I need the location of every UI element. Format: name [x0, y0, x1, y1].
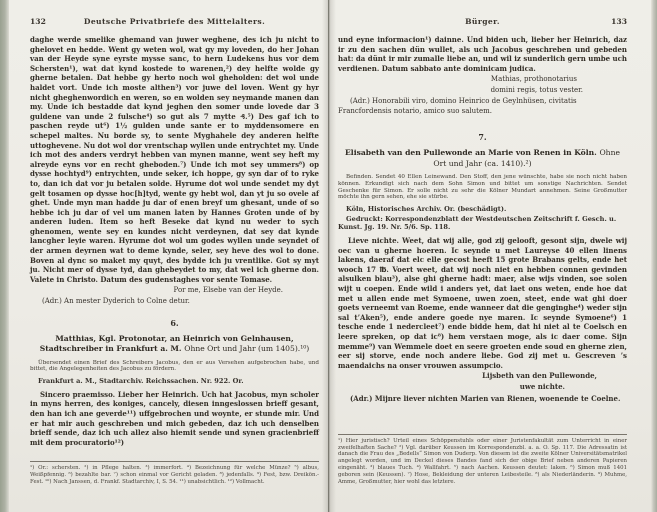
scan-edge-right: [651, 0, 657, 512]
running-title-right: Bürger.: [465, 17, 500, 26]
running-header-left: [30, 17, 319, 26]
letter-6-continuation: und eyne informacion¹) dainne. Und biden uch, lieber her Heinrich, daz ir zu den sachen dün wullet, als uch Jacobus geschreben und gebeden hat: da dünt ir mir zumalle liebe an, und wil iz sunderlich gern umbe uch verdienen. Datum sabbato ante dominicam judica.: [338, 35, 627, 73]
letter-7-heading: [338, 148, 627, 169]
letter-6-source: Frankfurt a. M., Stadtarchiv. Reichssachen. Nr. 922. Or.: [38, 377, 244, 386]
letter-7-regest: Befinden. Sendet 40 Ellen Leinewand. Den Stoff, den jene wünschte, habe sie noch nicht haben können. Erkundigt sich nach dem Sohn Simon und bittet um sonstige Nachrichten. Sendet Geschenke für Simon. Er solle nicht zu sehr die Kölner Mundart annehmen. Seine Großmutter möchte ihn gern sehen, ehe sie stürbe.: [338, 174, 627, 201]
letter-6-heading-main: Matthias, Kgl. Protonotar, an Heinrich von Gelnhausen, Stadtschreiber in Frankfurt a. M.: [39, 333, 294, 354]
letter-6-heading: [30, 334, 319, 355]
letter-6-signature-2: domini regis, totus vester.: [490, 86, 583, 95]
running-header-right: [338, 17, 627, 26]
page-133: [335, 0, 651, 512]
letter-7-source-printed: Gedruckt: Korrespondenzblatt der Westdeutschen Zeitschrift f. Gesch. u. Kunst. Jg. 19. Nr. 5/6. Sp. 118.: [338, 214, 617, 232]
letter-5-address: (Adr.) An mester Dyderich to Colne detur.: [42, 297, 190, 306]
letter-7-signature-2: uwe nichte.: [519, 382, 565, 392]
letter-6-regest: Übersendet einen Brief des Schreibers Jacobus, den er aus Versehen aufgebrochen habe, und bittet, die Angelegenheiten des Jacobus zu fördern.: [30, 359, 319, 373]
page-number-left: 132: [30, 17, 46, 26]
footnotes-right: ¹) Hier juristisch? Urteil eines Schöppenstuhls oder einer Juristenfakultät zum Unterricht in einer zweifelhaften Sache? ²) Vgl. darüber Keussen im Korrespondenzbl. a. a. O. Sp. 117. Die Adressatin ist danach die Frau des „Bedells“ Simon von Duderp. Von diesem ist die zweite Kölner Universitätsmatrikel angelegt worden, und im Deckel dieses Bandes fand sich der obige Brief neben anderen Papieren eingenäht. ³) blaues Tuch. ⁴) Wallfahrt. ⁵) nach Aachen. Keussen deutet: laken. ⁶) Simon muß 1401 geboren sein (Keussen). ⁷) Hose, Bekleidung der unteren Leibesteile. ⁸) als Niederländerin. ⁹) Muhme, Amme, Großmutter, hier wohl das letztere.: [338, 434, 627, 486]
letter-6-signature-1: Mathias, prothonotarius: [490, 75, 577, 84]
book-spine-line: [328, 0, 329, 512]
letter-7-number: 7.: [478, 132, 487, 143]
letter-7-heading-main: Elisabeth van den Pullewonde an Marie von Renen in Köln.: [345, 148, 597, 158]
letter-5-signature: Por me, Elsebe van der Heyde.: [173, 286, 283, 295]
letter-7-heading-date: Ohne Ort und Jahr (ca. 1410).²): [433, 148, 620, 168]
page-132: [10, 0, 323, 512]
letter-6-address: (Adr.) Honorabili viro, domino Heinrico de Geylnhüsen, civitatis Francfordensis notario, amico suo salutem.: [338, 97, 577, 115]
book-spine: [322, 0, 336, 512]
letter-6-body: Sincero praemisso. Lieber her Heinrich. Uch hat Jacobus, myn scholer in myns herren, des koniges, cancely, diesen inngeslossen brieff gesant, den han ich ane geverde¹¹) uffgebrochen und woynte, er stunde mir. Und er hat mir auch geschreben und mich gebeden, daz ich uch denselben brieff sende, daz ich uch allez also hiemit sende und synen gracienbrieff mit dem procuratorio¹²): [30, 389, 319, 447]
footnotes-left: ¹) Or.: schersten. ²) in Pflege halten. ³) immerfort. ⁴) Bezeichnung für welche Münze? ⁵) albus, Weißpfennig. ⁶) bezahlte bar. ⁷) schon einmal vor Gericht geladen. ⁸) jedenfalls. ⁹) Fest, bzw. Dreikön.-Fest. ¹⁰) Nach Janssen, d. Frankf. Stadtarchiv, I, S. 54. ¹¹) unabsichtlich. ¹²) Vollmacht.: [30, 461, 319, 486]
scan-edge-left: [0, 0, 9, 512]
letter-7-source-archive: Köln, Historisches Archiv. Or. (beschädigt).: [346, 205, 507, 214]
letter-6-number: 6.: [170, 317, 179, 328]
letter-7-body: Lieve nichte. Weet, dat wij alle, god zij gelooft, gesont sijn, dwele wij oec van u gherne hoeren. Ic seynde u met Laureyse 40 ellen linens lakens, daeraf dat elc elle gecost heeft 15 grote Brabans gelts, ende het wooch 17 ℔. Voert weet, dat wij noch niet en hebben connen gevinden alsulken blau³), alse ghi gherne hadt: maer, alse wijs vinden, soe solen wijt u coepen. Ende wild i anders yet, dat laet ons weten, ende hoe dat met u allen ende met Symoene, uwen zoen, steet, ende wat ghi doer goets verneemt van Roeme, ende wanneer dat die genginghe⁴) weder sijn sal t’Aken⁵), ende andere goede nye maren. Ic seynde Symoene⁶) 1 tesche ende 1 nedercleet⁷) ende bidde hem, dat hi niet al te Coelsch en leere spreken, op dat ic⁸) hem verstaen moge, als ic daer come. Sijn memme⁹) van Wemmele doet en seere groeten ende soud en gherne zien, eer sij storve, ende noch andere liebe. God zij met u. Gescreven ’s maendaichs na onser vrouwen assumpcio.: [338, 235, 627, 370]
page-number-right: 133: [611, 17, 627, 26]
letter-5-continuation: daghe werde smelike ghemand van juwer weghene, des ich ju nicht to ghelovet en hedde. Went gy weten wol, wat gy my loveden, do her Johan van der Heyde syne eyrste mysse sanc, to hern Ludekens hus vor dem Schersten¹), wat dat kynd kostede to warenen,²) dey helfte wolde gy gherne betalen. Dat hebbe gy herto noch wol gheholden: det wol unde haldet vort. Unde ich moste althen³) vor juwe del loven. Went gy hyr nicht gheghenwordich en weren, so en wolden sey neymande manen dan my. Unde ich bestadde dat kynd jeghen den somer unde lovede dar 3 guldene van unde 2 fulsche⁴) so gut als 7 mytte ₰.⁵) Des gaf ich to paschen reyde ut⁶) 1½ gulden unde sante er to myddensomere en schepel maltes. Nu borde sy, to sente Myghahele dey anderen helfte uttoghevene. Nu dot wol dor vrentschap wyllen unde entrychtet my. Unde ich mot des anders verdryt hebben van mynen manne, went sey heft my alreyde eyns vor en recht gheboden.⁷) Unde ich mot sey ummers⁸) op dysse hochtyd⁹) entrychten, unde seker, ich hoppe, gy syn dar of to ryke to, dan ich dat vor ju betalen solde. Hyrume dot wol unde sendet my dyt gelt tosamen op dysse hoc[h]tyd, wente gy hebt wol, dan yt ju so ovele af ghet. Unde myn man hadde ju dar of enen breyf um ghesant, unde of so hebbe ich ju dar of vel um manen laten by Hannes Groten unde of by anderen luden. Item so heft Beseke dat kynd nu weder to sych ghenomen, wente sey en kundes nicht verdeynen, dat sey dat kynde lancgher leyie waren. Hyrume dot wol um godes wyllen unde seyndet of der armen deyrnen wat to deme kynde, seler, sey heve des wol to done. Boven al dync so maket my quyt, des bydde ich ju vrentlike. Got sy myt ju. Nicht mer of dysse tyd, dan ghebeydet to my, dat wel ich gherne don. Valete in Christo. Datum des gudenstaghes vor sente Tomase.: [30, 35, 319, 284]
running-title-left: Deutsche Privatbriefe des Mittelalters.: [83, 17, 266, 26]
letter-6-heading-date: Ohne Ort und Jahr (um 1405).¹⁰): [184, 344, 310, 354]
letter-7-address: (Adr.) Mijnre liever nichten Marien van Rienen, woenende te Coelne.: [350, 394, 621, 404]
letter-7-signature-1: Lijsbeth van den Pullewonde,: [482, 371, 597, 381]
